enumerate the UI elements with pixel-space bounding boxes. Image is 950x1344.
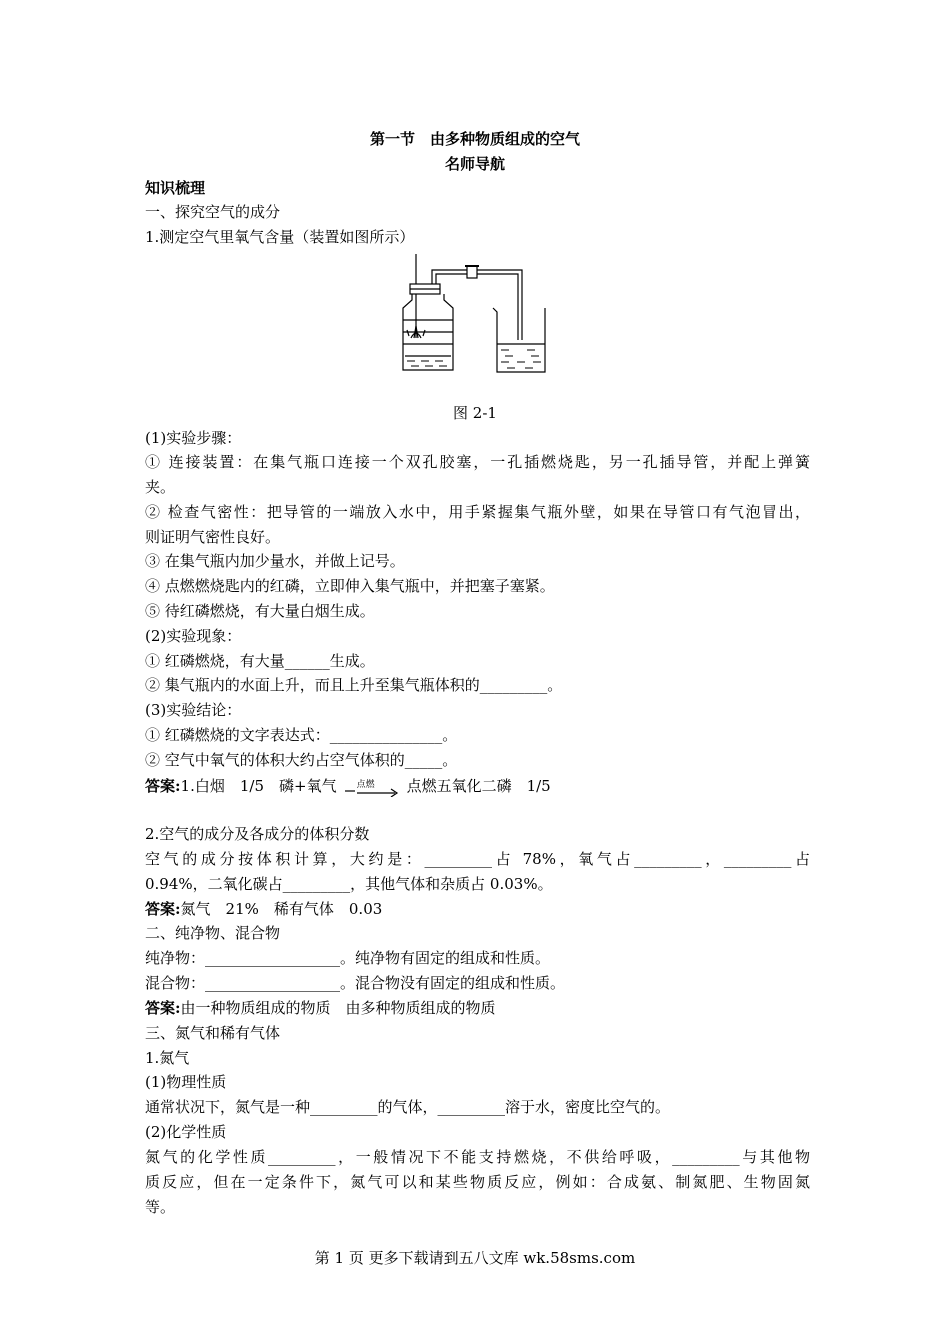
physical-properties-heading: (1)物理性质: [145, 1073, 227, 1091]
part2-heading: 2.空气的成分及各成分的体积分数: [145, 825, 370, 843]
reaction-arrow: [343, 777, 401, 797]
part4-item1: 1.氮气: [145, 1049, 190, 1067]
part2-text-line-1: 空气的成分按体积计算，大约是：_________占 78%，氧气占_________，_________占: [145, 850, 810, 868]
steps-heading: (1)实验步骤：: [145, 429, 242, 447]
answer-3-text: 由一种物质组成的物质 由多种物质组成的物质: [180, 999, 496, 1017]
conclusion-heading: (3)实验结论：: [145, 701, 242, 719]
section-heading: 知识梳理: [145, 179, 206, 197]
answer-label: 答案:: [145, 900, 181, 918]
answer-1: [145, 774, 810, 798]
conclusion-2: ② 空气中氧气的体积大约占空气体积的_____。: [145, 751, 458, 769]
part2-text-line-2: 0.94%，二氧化碳占_________，其他气体和杂质占 0.03%。: [145, 875, 553, 893]
apparatus-figure: [395, 248, 555, 380]
answer-3: [145, 996, 810, 1020]
answer-label: 答案:: [145, 999, 181, 1017]
answer-2: [145, 897, 810, 921]
step-1-line-2: 夹。: [145, 478, 176, 496]
part1-item1-heading: 1.测定空气里氧气含量（装置如图所示）: [145, 228, 415, 246]
phenomena-heading: (2)实验现象：: [145, 627, 242, 645]
phenomenon-1: ① 红磷燃烧，有大量______生成。: [145, 652, 375, 670]
step-2-line-1: ② 检查气密性：把导管的一端放入水中，用手紧握集气瓶外壁，如果在导管口有气泡冒出，: [145, 503, 810, 521]
page-title: 第一节 由多种物质组成的空气: [369, 130, 580, 148]
chemical-properties-line-2: 质反应，但在一定条件下，氮气可以和某些物质反应，例如：合成氨、制氮肥、生物固氮: [145, 1173, 810, 1191]
phenomenon-2: ② 集气瓶内的水面上升，而且上升至集气瓶体积的_________。: [145, 676, 563, 694]
step-3: ③ 在集气瓶内加少量水，并做上记号。: [145, 552, 405, 570]
pure-substance-line: 纯净物：__________________。纯净物有固定的组成和性质。: [145, 949, 551, 967]
part3-heading: 二、纯净物、混合物: [145, 924, 281, 942]
answer-1-text-b: 点燃五氧化二磷 1/5: [406, 777, 551, 795]
page-footer: 第 1 页 更多下载请到五八文库 wk.58sms.com: [314, 1249, 636, 1267]
answer-1-text-a: 1.白烟 1/5 磷+氧气: [180, 777, 337, 795]
chemical-properties-line-3: 等。: [145, 1198, 176, 1216]
part4-heading: 三、氮气和稀有气体: [145, 1024, 281, 1042]
answer-2-text: 氮气 21% 稀有气体 0.03: [180, 900, 383, 918]
reaction-condition: 点燃: [356, 780, 375, 790]
physical-properties-text: 通常状况下，氮气是一种_________的气体，_________溶于水，密度比空气的。: [145, 1098, 671, 1116]
conclusion-1: ① 红磷燃烧的文字表达式：_______________。: [145, 726, 458, 744]
page-subtitle: 名师导航: [444, 155, 505, 173]
mixture-line: 混合物：__________________。混合物没有固定的组成和性质。: [145, 974, 566, 992]
step-1-line-1: ① 连接装置：在集气瓶口连接一个双孔胶塞，一孔插燃烧匙，另一孔插导管，并配上弹簧: [145, 453, 810, 471]
answer-label: 答案:: [145, 777, 181, 795]
chemical-properties-heading: (2)化学性质: [145, 1123, 227, 1141]
step-4: ④ 点燃燃烧匙内的红磷，立即伸入集气瓶中，并把塞子塞紧。: [145, 577, 555, 595]
part1-heading: 一、探究空气的成分: [145, 203, 281, 221]
figure-caption: 图 2-1: [453, 404, 497, 422]
chemical-properties-line-1: 氮气的化学性质_________，一般情况下不能支持燃烧，不供给呼吸，_________与其他物: [145, 1148, 810, 1166]
step-5: ⑤ 待红磷燃烧，有大量白烟生成。: [145, 602, 375, 620]
step-2-line-2: 则证明气密性良好。: [145, 528, 281, 546]
